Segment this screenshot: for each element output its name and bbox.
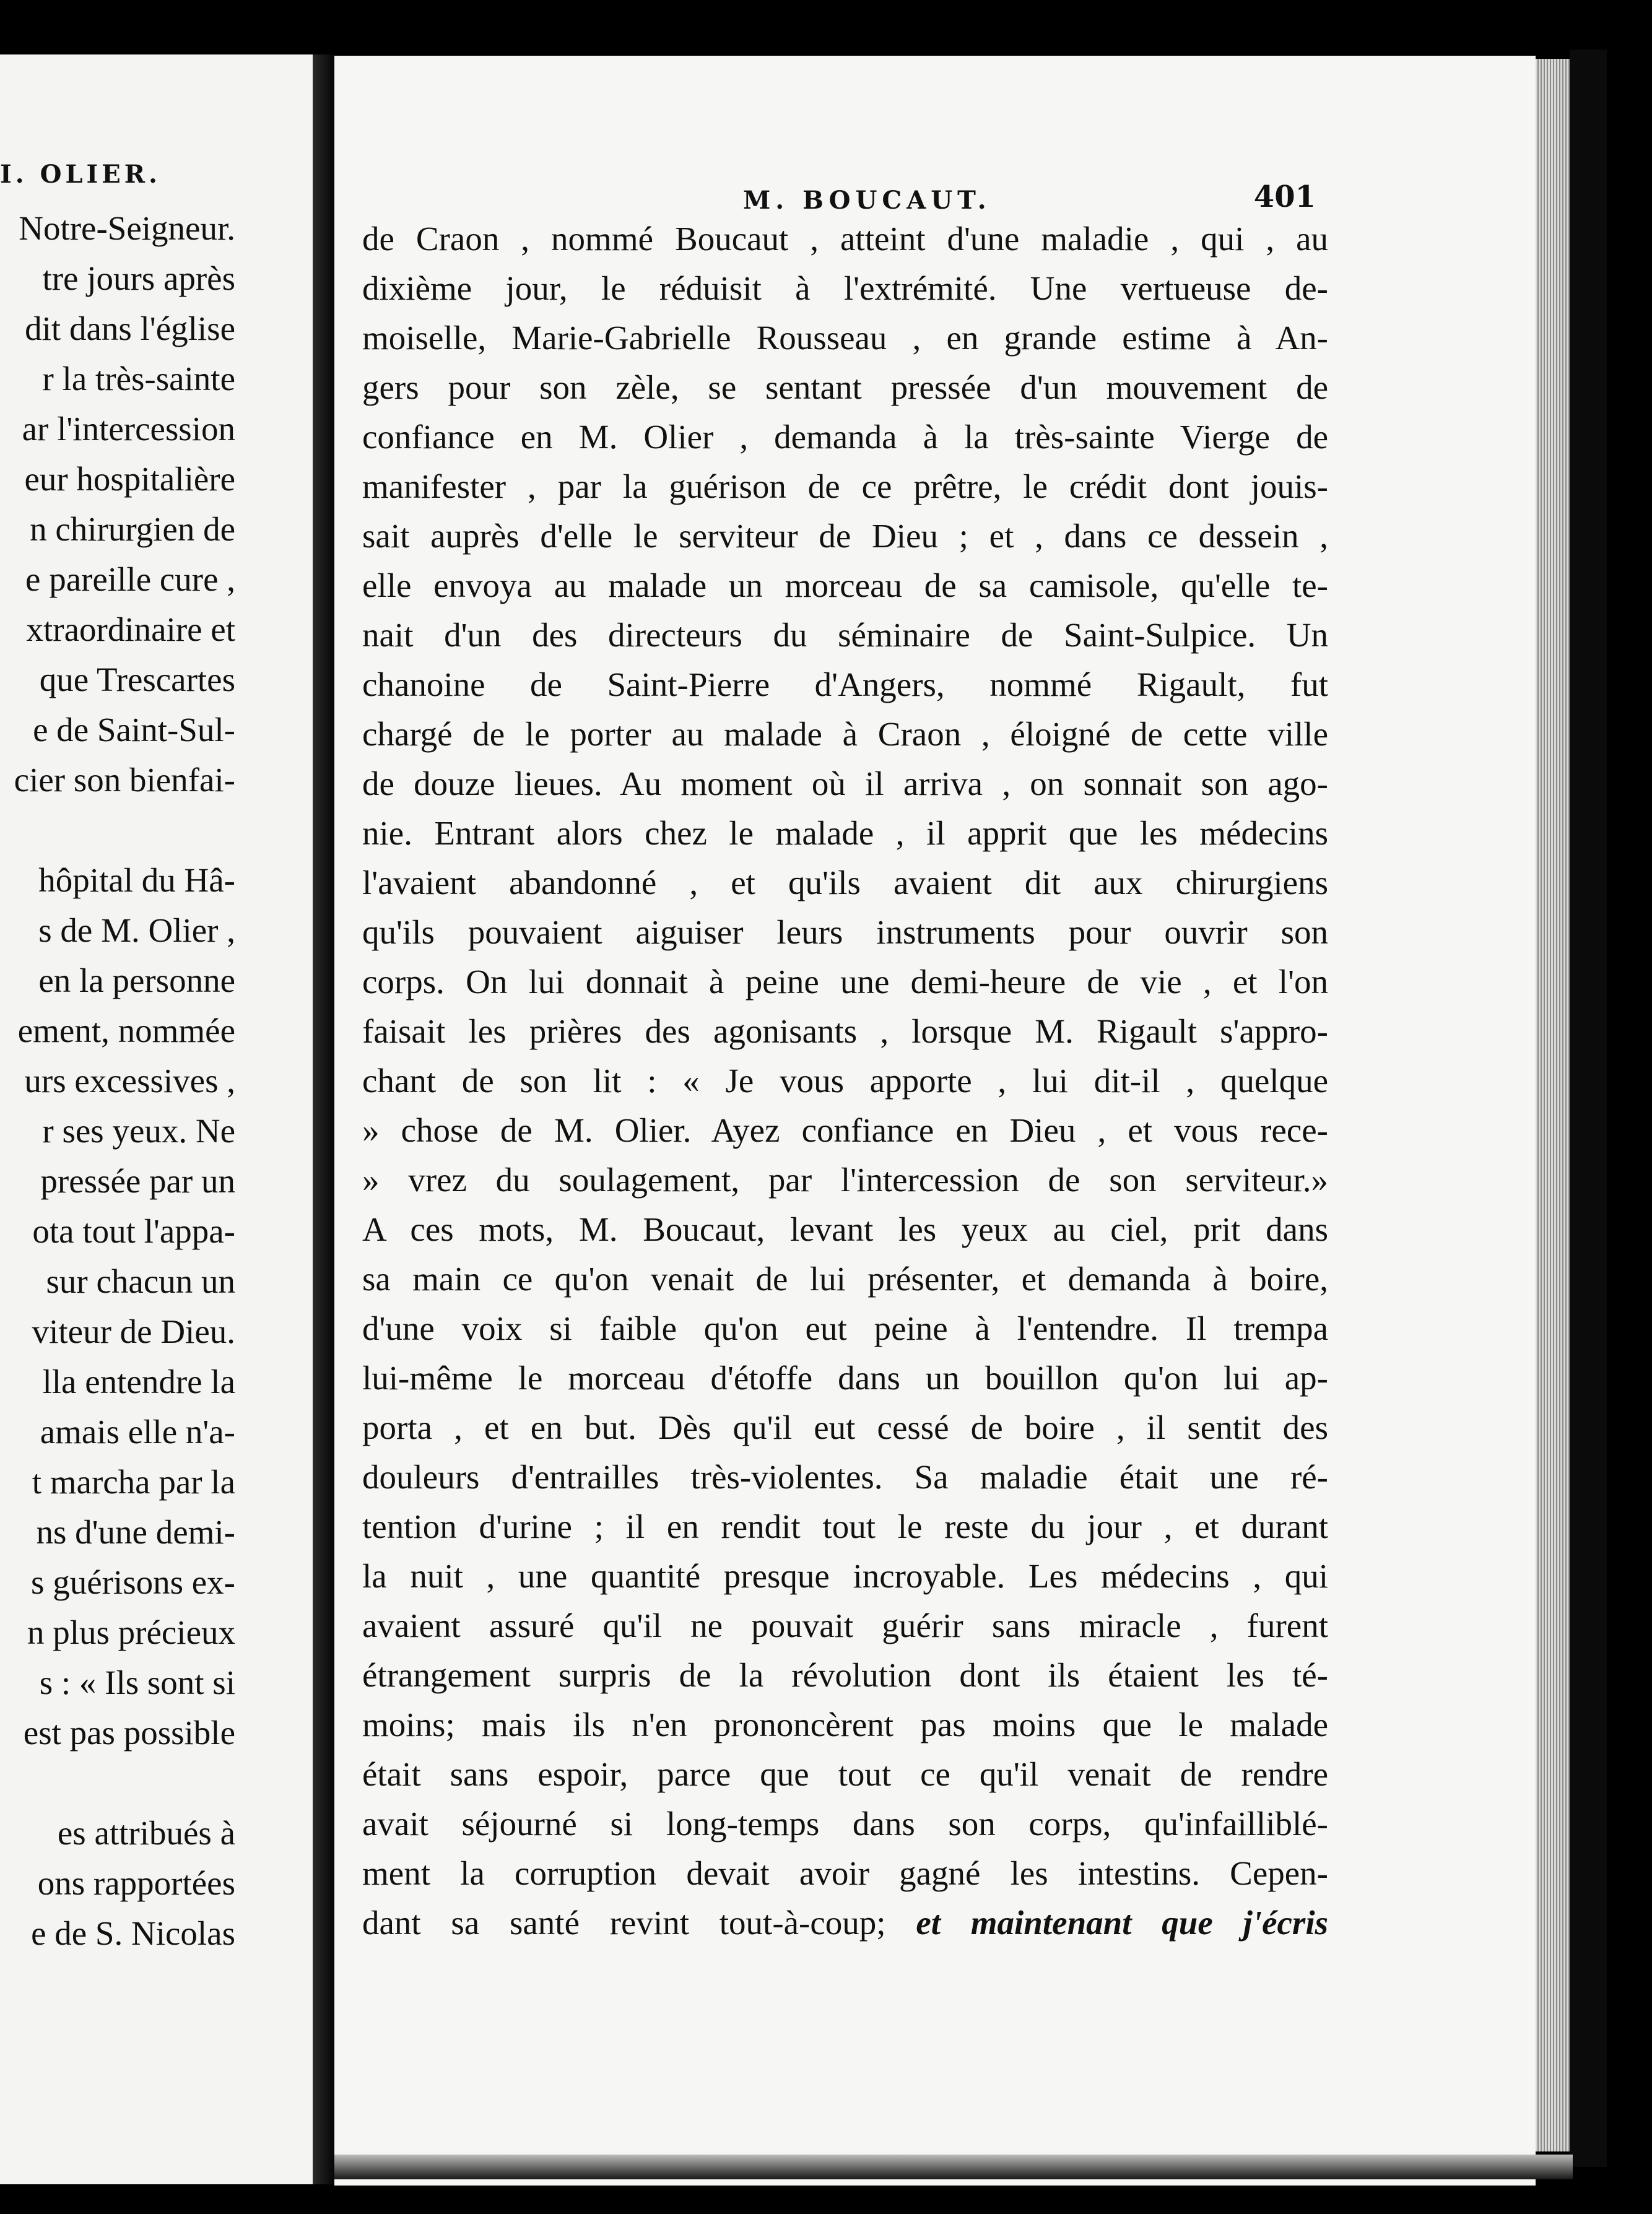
body-text-line: chargé de le porter au malade à Craon , éloigné de cette ville	[362, 715, 1328, 753]
left-text-line	[0, 805, 235, 855]
left-page	[0, 54, 313, 2184]
bottom-edge-shadow	[334, 2155, 1573, 2179]
left-text-line: que Trescartes	[39, 661, 235, 698]
body-text-line: sait auprès d'elle le serviteur de Dieu ; et , dans ce dessein ,	[362, 517, 1328, 555]
body-text-line: la nuit , une quantité presque incroyable. Les médecins , qui	[362, 1557, 1328, 1595]
left-text-line: s : « Ils sont si	[39, 1664, 235, 1701]
left-text-line: Notre-Seigneur.	[19, 209, 235, 247]
body-text-line: gers pour son zèle, se sentant pressée d'un mouvement de	[362, 368, 1328, 406]
left-text-line: r la très-sainte	[42, 360, 235, 397]
body-text-line: l'avaient abandonné , et qu'ils avaient dit aux chirurgiens	[362, 864, 1328, 901]
left-text-line: s guérisons ex-	[31, 1563, 235, 1601]
body-text-line: tention d'urine ; il en rendit tout le reste du jour , et durant	[362, 1508, 1328, 1545]
body-text-line: de douze lieues. Au moment où il arriva , on sonnait son ago-	[362, 765, 1328, 802]
body-text-line: avait séjourné si long-temps dans son corps, qu'infailliblé-	[362, 1805, 1328, 1843]
body-text-line: étrangement surpris de la révolution dont ils étaient les té-	[362, 1656, 1328, 1694]
book-edge-shadow	[1570, 50, 1607, 2167]
left-text-line: xtraordinaire et	[26, 610, 235, 648]
left-text-line: pressée par un	[40, 1162, 235, 1200]
left-text-line: r ses yeux. Ne	[42, 1112, 235, 1150]
body-text-line: confiance en M. Olier , demanda à la très-sainte Vierge de	[362, 418, 1328, 456]
body-text-line: faisait les prières des agonisants , lorsque M. Rigault s'appro-	[362, 1012, 1328, 1050]
body-text-line: chanoine de Saint-Pierre d'Angers, nommé Rigault, fut	[362, 666, 1328, 703]
left-text-line: ement, nommée	[17, 1012, 235, 1049]
left-text-line: dit dans l'église	[25, 310, 235, 347]
body-text-line: porta , et en but. Dès qu'il eut cessé de boire , il sentit des	[362, 1409, 1328, 1446]
left-text-line: ons rapportées	[37, 1864, 235, 1902]
left-text-line: n plus précieux	[27, 1613, 235, 1651]
left-text-line: ns d'une demi-	[36, 1513, 235, 1551]
left-text-line: hôpital du Hâ-	[38, 861, 235, 899]
left-text-line: cier son bienfai-	[14, 761, 235, 799]
body-text-line: ment la corruption devait avoir gagné les intestins. Cepen-	[362, 1854, 1328, 1892]
page-body-text	[362, 214, 1328, 1948]
left-text-line: ota tout l'appa-	[32, 1212, 235, 1250]
left-text-line: urs excessives ,	[24, 1062, 235, 1100]
last-line-regular-text: dant sa santé revint tout-à-coup;	[362, 1904, 886, 1942]
body-text-line: qu'ils pouvaient aiguiser leurs instruments pour ouvrir son	[362, 913, 1328, 951]
body-text-line: A ces mots, M. Boucaut, levant les yeux au ciel, prit dans	[362, 1210, 1328, 1248]
body-text-line: douleurs d'entrailles très-violentes. Sa maladie était une ré-	[362, 1458, 1328, 1496]
last-line-italic-text: et maintenant que j'écris	[916, 1904, 1328, 1942]
body-text-line: de Craon , nommé Boucaut , atteint d'une maladie , qui , au	[362, 220, 1328, 258]
body-text-line: chant de son lit : « Je vous apporte , lui dit-il , quelque	[362, 1062, 1328, 1100]
left-text-line: eur hospitalière	[24, 460, 235, 498]
left-text-line: e de S. Nicolas	[31, 1914, 235, 1952]
left-text-line: e pareille cure ,	[25, 560, 235, 598]
body-text-line: corps. On lui donnait à peine une demi-heure de vie , et l'on	[362, 963, 1328, 1001]
body-text-line: avaient assuré qu'il ne pouvait guérir sans miracle , furent	[362, 1607, 1328, 1644]
body-text-line: elle envoya au malade un morceau de sa camisole, qu'elle te-	[362, 567, 1328, 604]
body-text-line: » vrez du soulagement, par l'intercession de son serviteur.»	[362, 1161, 1328, 1199]
left-text-line: amais elle n'a-	[40, 1413, 235, 1451]
body-text-line: » chose de M. Olier. Ayez confiance en Dieu , et vous rece-	[362, 1111, 1328, 1149]
left-text-line: est pas possible	[23, 1714, 235, 1752]
body-text-line: sa main ce qu'on venait de lui présenter, et demanda à boire,	[362, 1260, 1328, 1298]
body-text-line-last	[362, 1898, 1328, 1948]
body-text-line: moiselle, Marie-Gabrielle Rousseau , en grande estime à An-	[362, 319, 1328, 357]
left-text-line: es attribués à	[57, 1814, 235, 1852]
running-head: M. BOUCAUT.	[743, 186, 991, 215]
left-text-line: n chirurgien de	[30, 510, 235, 548]
body-text-line: manifester , par la guérison de ce prêtre, le crédit dont jouis-	[362, 467, 1328, 505]
body-text-line: nie. Entrant alors chez le malade , il apprit que les médecins	[362, 814, 1328, 852]
left-text-line: ar l'intercession	[22, 410, 235, 448]
left-text-line: en la personne	[38, 962, 235, 999]
body-text-line: lui-même le morceau d'étoffe dans un bouillon qu'on lui ap-	[362, 1359, 1328, 1397]
left-text-line: e de Saint-Sul-	[33, 711, 235, 749]
body-text-line: d'une voix si faible qu'on eut peine à l'entendre. Il trempa	[362, 1309, 1328, 1347]
body-text-line: moins; mais ils n'en prononcèrent pas moins que le malade	[362, 1706, 1328, 1743]
right-page	[334, 56, 1536, 2186]
left-page-text	[0, 203, 235, 1958]
left-running-head: I. OLIER.	[0, 160, 161, 189]
left-text-line: t marcha par la	[32, 1463, 235, 1501]
left-text-line: viteur de Dieu.	[32, 1313, 235, 1350]
body-text-line: nait d'un des directeurs du séminaire de Saint-Sulpice. Un	[362, 616, 1328, 654]
book-gutter	[313, 54, 334, 2184]
body-text-line: dixième jour, le réduisit à l'extrémité. Une vertueuse de-	[362, 269, 1328, 307]
left-text-line: sur chacun un	[46, 1262, 235, 1300]
left-text-line: lla entendre la	[42, 1363, 235, 1400]
page-number: 401	[1253, 180, 1316, 214]
left-text-line: tre jours après	[42, 259, 235, 297]
left-text-line	[0, 1758, 235, 1808]
body-text-line: était sans espoir, parce que tout ce qu'il venait de rendre	[362, 1755, 1328, 1793]
left-text-line: s de M. Olier ,	[38, 911, 235, 949]
